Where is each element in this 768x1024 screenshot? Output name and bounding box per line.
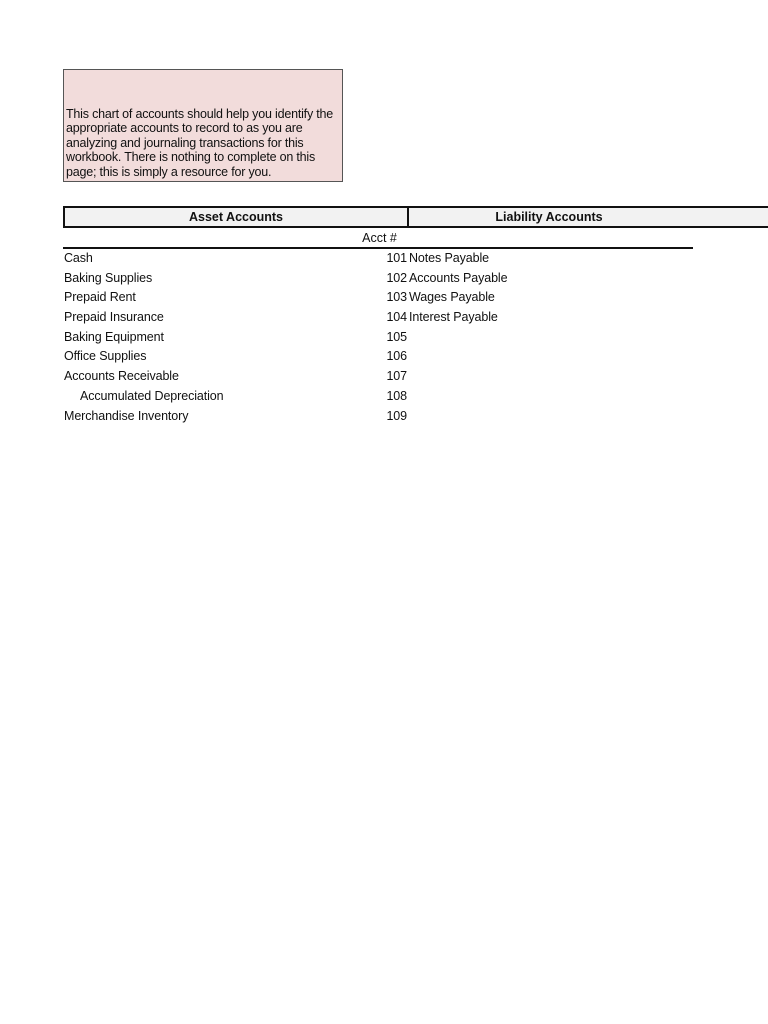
account-number: 109 <box>386 408 407 423</box>
table-row <box>63 387 703 407</box>
asset-account-name: Baking Supplies <box>64 270 153 285</box>
accounts-header-row <box>63 206 768 228</box>
asset-account-name: Prepaid Rent <box>64 290 136 305</box>
liability-account-name: Interest Payable <box>409 310 498 325</box>
instruction-note-text: This chart of accounts should help you identify the appropriate accounts to record to as you are analyzing and journaling transactions for this workbook. There is nothing to complete on this page; this is simply a resource for you. <box>66 106 334 179</box>
asset-account-name: Merchandise Inventory <box>64 408 189 423</box>
account-number: 108 <box>386 388 407 403</box>
liability-account-name: Wages Payable <box>409 290 495 305</box>
asset-account-name: Accounts Receivable <box>64 369 179 384</box>
table-row <box>63 308 703 328</box>
instruction-note-box <box>63 69 343 182</box>
account-number: 102 <box>386 270 407 285</box>
acct-number-header: Acct # <box>362 231 397 245</box>
table-row <box>63 269 703 289</box>
liability-account-name: Accounts Payable <box>409 270 508 285</box>
liability-accounts-header: Liability Accounts <box>495 210 603 224</box>
table-row <box>63 367 703 387</box>
accounts-table <box>63 249 703 426</box>
acct-number-header-row <box>63 229 693 249</box>
table-row <box>63 249 703 269</box>
table-row <box>63 288 703 308</box>
asset-account-name: Accumulated Depreciation <box>80 388 224 403</box>
account-number: 107 <box>386 369 407 384</box>
asset-accounts-header: Asset Accounts <box>65 208 409 226</box>
asset-account-name: Office Supplies <box>64 349 147 364</box>
asset-account-name: Prepaid Insurance <box>64 310 164 325</box>
asset-account-name: Cash <box>64 251 93 265</box>
table-row <box>63 347 703 367</box>
account-number: 106 <box>386 349 407 364</box>
account-number: 101 <box>386 251 407 265</box>
table-row <box>63 328 703 348</box>
asset-account-name: Baking Equipment <box>64 329 164 344</box>
account-number: 105 <box>386 329 407 344</box>
account-number: 103 <box>386 290 407 305</box>
liability-account-name: Notes Payable <box>409 251 489 265</box>
account-number: 104 <box>386 310 407 325</box>
table-row <box>63 407 703 427</box>
